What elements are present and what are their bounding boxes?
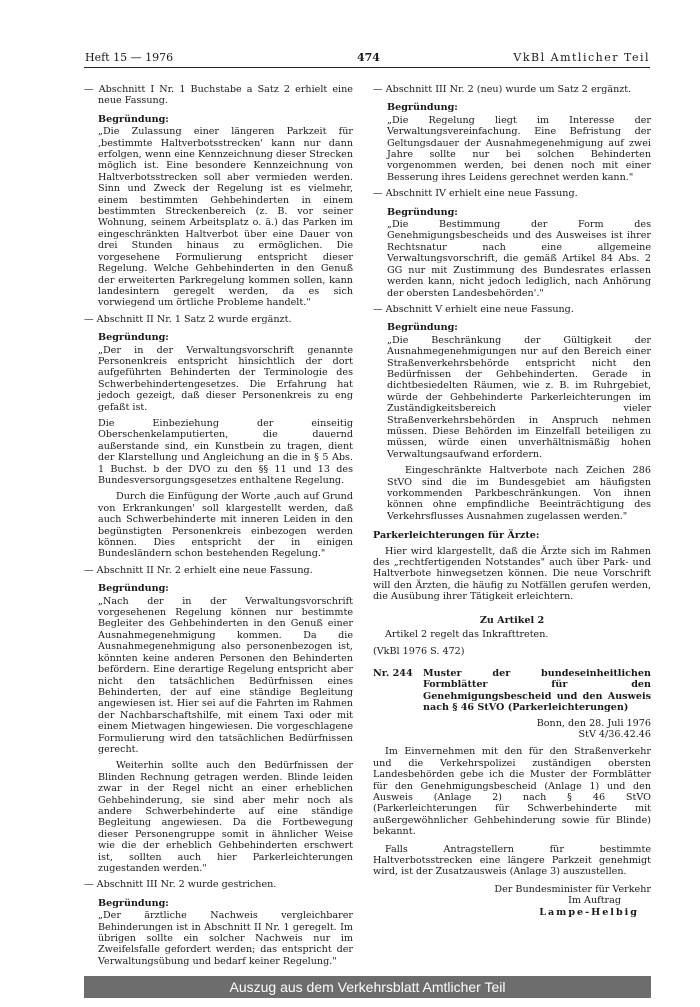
justification-heading: Begründung: [98,332,169,344]
amendment-block [84,879,353,967]
amendment-line: — Abschnitt V erhielt eine neue Fassung. [373,303,574,315]
section-heading-aerzte: Parkerleichterungen für Ärzte: [373,530,540,542]
justification-text: „Die Beschränkung der Gültigkeit der Ausnahmegenehmigungen nur auf den Bereich einer Straßenverkehrsbehörde entspricht nicht den Bedürfnissen der Gehbehinderten. Gerade in dichtbesiedelten Räumen, wie z. B. im Ruhrgebiet, würde der Gehbehinderte Parkerleichterungen im Zuständigkeitsbereich vieler Straßenverkehrsbehörden in Anspruch nehmen müssen. Diese Behörden im Einzelfall beteiligen zu müssen, würde einen unverhältnismäßig hohen Verwaltungsaufwand erfordern. [387,334,651,460]
reference-note: (VkBl 1976 S. 472) [373,646,465,658]
justification-heading: Begründung: [387,102,458,114]
footer-banner: Auszug aus dem Verkehrsblatt Amtlicher Teil [84,976,651,998]
page-number: 474 [357,51,380,64]
justification-text: „Die Zulassung einer längeren Parkzeit für ‚bestimmte Haltverbotsstrecken' kann nur dann erfolgen, wenn eine Kennzeichnung dieser Strecken möglich ist. Eine besondere Kennzeichnung von Haltverbotsstrecken soll aber vermieden werden. Sinn und Zweck der Regelung ist es vielmehr, einem bestimmten Gehbehinderten in einem bestimmten Streckenbereich (z. B. vor seiner Wohnung, seinem Arbeitsplatz o. ä.) das Parken im eingeschränkten Haltverbot über eine Dauer von drei Stunden hinaus zu ermöglichen. Die vorgesehene Formulierung entspricht dieser Regelung. Welche Gehbehinderten in den Genuß der erweiterten Parkregelung kommen sollen, kann landesintern geregelt werden, da es sich vorwiegend um örtliche Probleme handelt." [98,126,353,309]
justification-heading: Begründung: [387,322,458,334]
justification-heading: Begründung: [98,113,169,125]
notice-file-ref: StV 4/36.42.46 [578,728,651,740]
page-header [85,49,650,67]
amendment-block [84,314,353,560]
notice-paragraph: Falls Antragstellern für bestimmte Haltverbotsstrecken eine längere Parkzeit genehmigt wird, ist der Zusatzausweis (Anlage 3) auszustellen. [373,843,651,878]
amendment-line: — Abschnitt II Nr. 2 erhielt eine neue Fassung. [84,564,313,576]
notice-paragraph: Im Einvernehmen mit den für den Straßenverkehr und die Verkehrspolizei zuständigen obersten Landesbehörden gebe ich die Muster der Formblätter für den Genehmigungsbescheid (Anlage 1) und den Ausweis (Anlage 2) nach § 46 StVO (Parkerleichterungen für Schwerbehinderte mit außergewöhnlicher Gehbehinderung sowie für Blinde) bekannt. [373,746,651,838]
signature-authority: Der Bundesminister für Verkehr [494,883,651,895]
amendment-line: — Abschnitt III Nr. 2 (neu) wurde um Satz 2 ergänzt. [373,84,632,95]
amendment-block [84,84,353,309]
signature-name: Lampe-Helbig [539,906,639,918]
justification-text: Die Einbeziehung der einseitig Oberschenkelamputierten, die dauernd außerstande sind, ein Kunstbein zu tragen, dient der Klarstellung und Angleichung an die in § 5 Abs. 1 Buchst. b der DVO zu den §§ 11 und 13 des Bundesversorgungsgesetzes enthaltene Regelung. [98,417,353,486]
justification-text: Eingeschränkte Haltverbote nach Zeichen 286 StVO sind die im Bundesgebiet am häufigsten vorkommenden Parkbeschränkungen. Von ihnen können ohne empfindliche Beeinträchtigung des Verkehrsflusses Ausnahmen zugelassen werden." [387,465,651,522]
justification-heading: Begründung: [387,206,458,218]
aerzte-text: Hier wird klargestellt, daß die Ärzte sich im Rahmen des „rechtfertigenden Notstandes" auch über Park- und Haltverbote hinwegsetzen können. Die neue Vorschrift will den Ärzten, die häufig zu Notfällen gerufen werden, die Ausübung ihrer Tätigkeit erleichtern. [373,545,651,603]
amendment-block [373,188,651,299]
justification-text: „Die Bestimmung der Form des Genehmigungsbescheids und des Ausweises ist ihrer Rechtsnatur nach eine allgemeine Verwaltungsvorschrift, die gemäß Artikel 84 Abs. 2 GG nur mit Zustimmung des Bundesrates erlassen werden kann, nicht jedoch lediglich, nach Anhörung der obersten Landesbehörden'." [387,219,651,299]
justification-text: „Der in der Verwaltungsvorschrift genannte Personenkreis entspricht hinsichtlich der dort aufgeführten Behinderten der Terminologie des Schwerbehindertengesetzes. Die Erfahrung hat jedoch gezeigt, daß dieser Personenkreis zu eng gefaßt ist. [98,344,353,413]
artikel2-text: Artikel 2 regelt das Inkrafttreten. [385,629,549,641]
justification-heading: Begründung: [98,897,169,909]
journal-title: VkBl Amtlicher Teil [513,51,650,64]
header-rule [84,67,650,68]
justification-text: „Die Regelung liegt im Interesse der Verwaltungsvereinfachung. Eine Befristung der Geltungsdauer der Ausnahmegenehmigung auf zwei Jahre sollte nur bei solchen Behinderten vorgenommen werden, bei denen noch mit einer Besserung ihres Leidens gerechnet werden kann." [387,114,651,183]
justification-text: „Der ärztliche Nachweis vergleichbarer Behinderungen ist in Abschnitt II Nr. 1 geregelt. Im übrigen sollte ein solcher Nachweis nur im Zweifelsfalle gefordert werden; das entspricht der Verwaltungsübung und bedarf keiner Regelung." [98,910,353,967]
notice-title-block [373,668,651,714]
amendment-line: — Abschnitt III Nr. 2 wurde gestrichen. [84,879,277,891]
signature-on-behalf: Im Auftrag [568,895,621,907]
justification-heading: Begründung: [98,583,169,595]
amendment-block [373,84,651,183]
justification-text: „Nach der in der Verwaltungsvorschrift vorgesehenen Regelung können nur bestimmte Begleiter des Gehbehinderten in den Genuß einer Ausnahmegenehmigung kommen. Da die Ausnahmegenehmigung also personenbezogen ist, könnten keine anderen Personen den Behinderten befördern. Eine derartige Regelung entspricht aber nicht den tatsächlichen Bedürfnissen eines Behinderten, der auf eine ständige Begleitung angewiesen ist. Hier sei auf die Fahrten im Rahmen der Nachbarschaftshilfe, mit einem Taxi oder mit einem Mietwagen hingewiesen. Die vorgeschlagene Formulierung wird den tatsächlichen Bedürfnissen gerecht. [98,595,353,755]
amendment-line: — Abschnitt IV erhielt eine neue Fassung. [373,188,578,200]
justification-text: Durch die Einfügung der Worte ‚auch auf Grund von Erkrankungen' soll klargestellt werden, daß auch Schwerbehinderte mit inneren Leiden in den begünstigten Personenkreis einbezogen werden können. Dies entspricht der in einigen Bundesländern schon bestehenden Regelung." [98,491,353,560]
notice-date: Bonn, den 28. Juli 1976 [536,717,651,729]
justification-text: Weiterhin sollte auch den Bedürfnissen der Blinden Rechnung getragen werden. Blinde leiden zwar in der Regel nicht an einer erheblichen Gehbehinderung, sie sind aber mehr noch als andere Schwerbehinderte auf eine ständige Begleitung angewiesen. Da die Fortbewegung dieser Personengruppe somit in ähnlicher Weise wie die der erheblich Gehbehinderten erschwert ist, sollten auch hier Parkerleichterungen zugestanden werden." [98,760,353,874]
artikel2-heading: Zu Artikel 2 [479,614,545,626]
issue-label: Heft 15 — 1976 [85,51,174,64]
amendment-line: — Abschnitt I Nr. 1 Buchstabe a Satz 2 erhielt eine neue Fassung. [84,84,353,107]
right-column [373,84,651,918]
amendment-line: — Abschnitt II Nr. 1 Satz 2 wurde ergänzt. [84,313,292,325]
amendment-block [373,304,651,522]
notice-title: Muster der bundeseinheitlichen Formblätter für den Genehmigungsbescheid und den Ausweis nach § 46 StVO (Parkerleichterungen) [423,667,651,714]
notice-number: Nr. 244 [373,667,413,679]
left-column [84,84,353,972]
amendment-block [84,565,353,875]
